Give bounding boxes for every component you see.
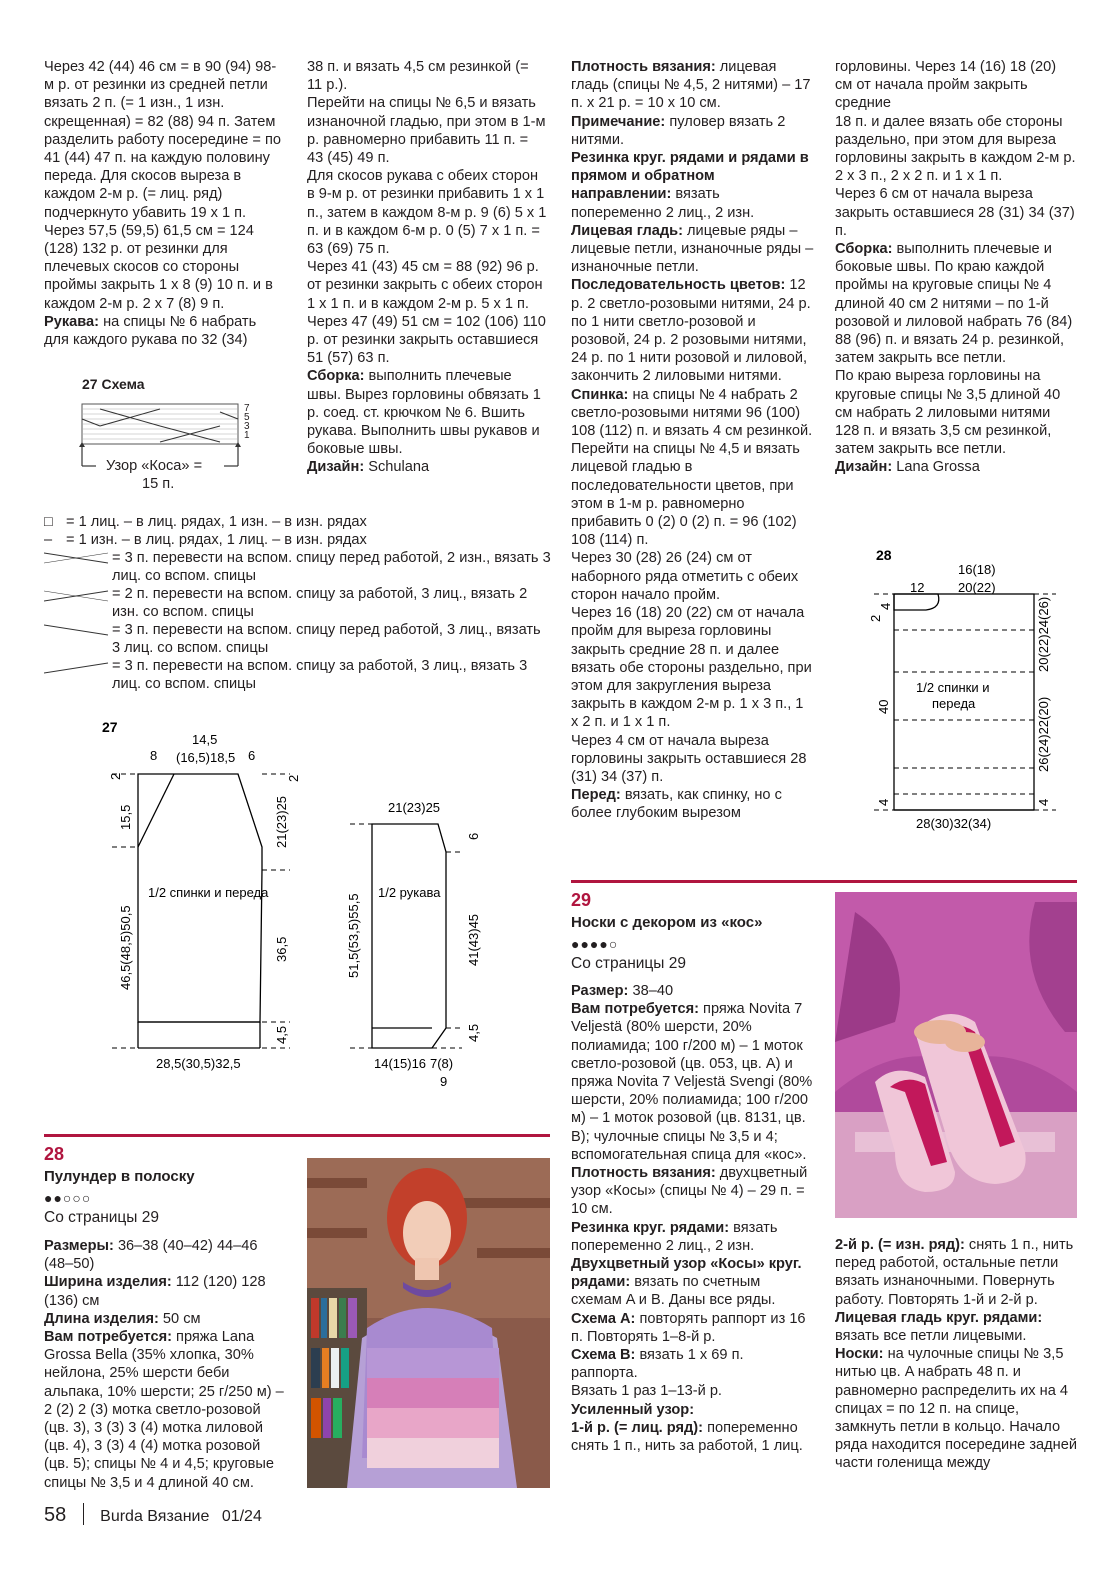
paragraph-heading: Резинка круг. рядами и рядами в прямом и обратном направлении: xyxy=(571,150,809,203)
section-29-bar xyxy=(571,880,1077,883)
paragraph-text: попеременно снять 1 п., нить за работой, 1 лиц. xyxy=(571,1419,803,1455)
paragraph xyxy=(835,367,1077,458)
paragraph xyxy=(571,1310,814,1346)
scheme-caption-2: 15 п. xyxy=(142,476,175,492)
svg-text:4: 4 xyxy=(1036,798,1051,806)
paragraph-heading: Лицевая гладь круг. рядами: xyxy=(835,1309,1043,1326)
paragraph xyxy=(571,732,814,787)
paragraph xyxy=(571,549,814,604)
paragraph xyxy=(307,167,547,258)
scheme-rows: 7 5 3 1 xyxy=(244,403,250,441)
paragraph xyxy=(571,386,814,441)
paragraph xyxy=(571,604,814,731)
paragraph-text: 112 (120) 128 (136) см xyxy=(44,1274,266,1309)
paragraph xyxy=(835,1345,1077,1472)
svg-text:14(15)16: 14(15)16 xyxy=(374,1056,427,1071)
paragraph xyxy=(44,313,282,349)
paragraph-heading: Сборка: xyxy=(307,368,365,385)
paragraph-text: горловины. Через 14 (16) 18 (20) см от начала пройм закрыть средние xyxy=(835,59,1057,112)
svg-text:4,5: 4,5 xyxy=(274,1025,289,1044)
paragraph-text: 50 см xyxy=(158,1310,201,1327)
paragraph xyxy=(44,1310,288,1328)
diagram-28 xyxy=(866,542,1066,832)
paragraph-text: пряжа Lana Grossa Bella (35% хлопка, 30% нейлона, 25% шерсти беби альпака, 10% шерсти; 25 г/250 м) – 2 (2) 2 (3) мотка светло-розовой (цв. 3), 3 (3) 3 (4) мотка лиловой (цв. 4), 3 (3) 4 (4) мотка розовой (цв. 5); спицы № 4 и 4,5; круговые спицы № 3,5 и 4 длиной 40 см. xyxy=(44,1329,284,1491)
paragraph xyxy=(835,185,1077,240)
paragraph-text: Через 41 (43) 45 см = 88 (92) 96 р. от резинки закрыть с обеих сторон 1 х 1 п. и в каждом 2-м р. 5 х 1 п. xyxy=(307,259,543,312)
paragraph-heading: Спинка: xyxy=(571,386,629,403)
paragraph-heading: Ширина изделия: xyxy=(44,1274,172,1291)
paragraph-heading: 2-й р. (= изн. ряд): xyxy=(835,1237,965,1253)
difficulty-dots-29: ●●●●○ xyxy=(571,936,619,952)
legend-row-5: = 3 п. перевести на вспом. спицу перед работой, 3 лиц., вязать 3 лиц. со вспом. спицы xyxy=(112,622,541,657)
section-28-from: Со страницы 29 xyxy=(44,1209,159,1226)
paragraph-text: вязать попеременно 2 лиц., 2 изн. xyxy=(571,1219,778,1254)
purl-symbol: – xyxy=(44,532,53,548)
paragraph xyxy=(571,1219,814,1255)
paragraph-text: выполнить плечевые швы. Вырез горловины обвязать 1 р. соед. ст. крючком № 6. Вшить рукава. Выполнить швы рукавов и боковые швы. xyxy=(307,368,541,458)
magazine-name: Burda Вязание xyxy=(100,1508,210,1525)
paragraph xyxy=(571,1164,814,1219)
paragraph-heading: Сборка: xyxy=(835,241,893,258)
svg-text:2: 2 xyxy=(108,772,123,780)
paragraph-text: Через 4 см от начала выреза горловины закрыть оставшиеся 28 (31) 34 (37) п. xyxy=(571,732,807,785)
svg-text:1/2 спинки и: 1/2 спинки и xyxy=(916,680,990,695)
paragraph-text: Через 16 (18) 20 (22) см от начала пройм для выреза горловины закрыть средние 28 п. и далее вязать обе стороны раздельно, при этом для закругления выреза закрыть в каждом 2-м р. 1 х 3 п., 1 х 2 п. и 1 х 1 п. xyxy=(571,605,812,731)
paragraph xyxy=(307,367,547,458)
paragraph-heading: Перед: xyxy=(571,787,621,804)
svg-text:6: 6 xyxy=(248,748,256,763)
svg-text:41(43)45: 41(43)45 xyxy=(466,913,481,966)
paragraph-text: лицевые ряды – лицевые петли, изнаночные ряды – изнаночные петли. xyxy=(571,222,814,276)
socks-photo xyxy=(835,892,1077,1218)
diagram-27 xyxy=(90,712,590,1092)
vest-photo-image xyxy=(307,1158,550,1488)
paragraph xyxy=(835,240,1077,367)
paragraph-heading: Примечание: xyxy=(571,113,666,130)
svg-text:26(24)22(20): 26(24)22(20) xyxy=(1036,696,1051,772)
paragraph xyxy=(835,1236,1077,1309)
section-29-text-2 xyxy=(835,1236,1077,1473)
paragraph xyxy=(571,1401,814,1419)
paragraph-heading: Плотность вязания: xyxy=(571,59,716,75)
paragraph-text: 18 п. и далее вязать обе стороны раздельно, при этом для выреза горловины закрыть в каждом 2-м р. 2 х 3 п., 2 х 2 п. и 1 х 1 п. xyxy=(835,113,1076,185)
paragraph-text: пряжа Novita 7 Veljestä (80% шерсти, 20% полиамида; 100 г/200 м) – 1 моток светло-розовой (цв. 053, цв. A) и пряжа Novita 7 Veljestä Svengi (80% шерсти, 20% полиамида; 100 г/200 м) – 1 моток розовой (цв. 8131, цв. B); чулочные спицы № 3,5 и 4; вспомогательная спица для «кос». xyxy=(571,1001,813,1163)
paragraph-text: Перейти на спицы № 6,5 и вязать изнаночной гладью, при этом в 1-м р. равномерно прибавить 11 п. = 43 (45) 49 п. xyxy=(307,95,546,167)
svg-text:4,5: 4,5 xyxy=(466,1023,481,1042)
paragraph-text: на спицы № 4 набрать 2 светло-розовыми нитями 96 (100) 108 (112) п. и вязать 4 см резинкой. xyxy=(571,386,813,440)
paragraph-heading: Усиленный узор: xyxy=(571,1401,695,1418)
paragraph-heading: Схема B: xyxy=(571,1347,636,1364)
paragraph-text: лицевая гладь (спицы № 4,5, 2 нитями) – 17 п. х 21 р. = 10 х 10 см. xyxy=(571,59,811,112)
paragraph xyxy=(307,58,547,94)
paragraph xyxy=(571,1419,814,1455)
svg-text:21(23)25: 21(23)25 xyxy=(274,795,289,848)
svg-text:4: 4 xyxy=(878,602,893,610)
paragraph-text: вязать попеременно 2 лиц., 2 изн. xyxy=(571,186,755,221)
section-29-title: Носки с декором из «кос» xyxy=(571,914,763,931)
paragraph xyxy=(571,113,814,149)
svg-text:36,5: 36,5 xyxy=(274,936,289,962)
difficulty-dots: ●●○○○ xyxy=(44,1190,92,1206)
paragraph-text: снять 1 п., нить перед работой, остальные петли вязать изнаночными. Повернуть работу. Повторять 1-й и 2-й р. xyxy=(835,1237,1074,1308)
paragraph-text: 38–40 xyxy=(628,983,674,999)
svg-text:(16,5)18,5: (16,5)18,5 xyxy=(176,750,236,765)
legend-row-2: – = 1 изн. – в лиц. рядах, 1 лиц. – в изн. рядах xyxy=(44,532,367,548)
scheme-27 xyxy=(70,374,270,494)
svg-text:20(22): 20(22) xyxy=(958,580,996,595)
svg-text:2: 2 xyxy=(868,614,883,622)
paragraph xyxy=(571,1382,814,1400)
paragraph-text: выполнить плечевые и боковые швы. По краю каждой проймы на круговые спицы № 4 длиной 40 см 2 нитями – по 1-й розовой и лиловой набрать 76 (84) 88 (96) п. и вязать 24 р. резинкой, затем закрыть все петли. xyxy=(835,241,1073,367)
paragraph xyxy=(44,1237,288,1273)
paragraph-text: вязать, как спинку, но с более глубоким вырезом xyxy=(571,787,782,822)
svg-text:46,5(48,5)50,5: 46,5(48,5)50,5 xyxy=(118,905,133,990)
svg-text:2: 2 xyxy=(286,774,301,782)
paragraph xyxy=(571,982,814,1000)
paragraph-heading: Длина изделия: xyxy=(44,1310,159,1327)
section-29-from: Со страницы 29 xyxy=(571,955,686,972)
svg-text:28,5(30,5)32,5: 28,5(30,5)32,5 xyxy=(156,1056,241,1071)
legend xyxy=(44,513,554,693)
paragraph-heading: Плотность вязания: xyxy=(571,1165,716,1182)
svg-text:15,5: 15,5 xyxy=(118,804,133,830)
paragraph xyxy=(571,1346,814,1382)
svg-text:1/2 спинки и переда: 1/2 спинки и переда xyxy=(148,885,269,900)
svg-text:28: 28 xyxy=(876,547,892,563)
svg-text:7(8): 7(8) xyxy=(430,1056,454,1071)
svg-text:14,5: 14,5 xyxy=(192,732,218,747)
section-28-text xyxy=(44,1237,288,1492)
section-28-number: 28 xyxy=(44,1144,65,1164)
paragraph xyxy=(571,222,814,277)
paragraph-heading: Дизайн: xyxy=(307,459,365,476)
svg-text:1/2 рукава: 1/2 рукава xyxy=(378,885,441,900)
paragraph-text: вязать 1 х 69 п. раппорта. xyxy=(571,1347,744,1382)
paragraph-heading: Размер: xyxy=(571,983,629,999)
section-29-text xyxy=(571,982,814,1455)
paragraph xyxy=(571,276,814,385)
page-number: 58 xyxy=(44,1504,67,1526)
paragraph-text: 38 п. и вязать 4,5 см резинкой (= 11 р.). xyxy=(307,59,529,94)
svg-text:21(23)25: 21(23)25 xyxy=(388,800,441,815)
diagram-num: 27 xyxy=(102,719,118,735)
legend-row-6: = 3 п. перевести на вспом. спицу за работой, 3 лиц., вязать 3 лиц. со вспом. спицы xyxy=(112,658,528,693)
paragraph-text: Schulana xyxy=(364,459,430,476)
svg-text:4: 4 xyxy=(876,798,891,806)
paragraph xyxy=(571,58,814,113)
legend-row-4: = 2 п. перевести на вспом. спицу за работой, 3 лиц., вязать 2 изн. со вспом. спицы xyxy=(112,586,528,621)
paragraph-heading: Вам потребуется: xyxy=(571,1001,699,1018)
paragraph-text: вязать по счетным схемам A и B. Даны все ряды. xyxy=(571,1274,776,1309)
svg-text:40: 40 xyxy=(876,699,891,714)
paragraph-text: Через 6 см от начала выреза закрыть оставшиеся 28 (31) 34 (37) п. xyxy=(835,186,1075,239)
paragraph xyxy=(835,113,1077,186)
paragraph xyxy=(307,94,547,167)
footer-divider xyxy=(83,1503,84,1525)
svg-text:16(18): 16(18) xyxy=(958,562,996,577)
paragraph-text: на чулочные спицы № 3,5 нитью цв. A набрать 48 п. и равномерно распределить их на 4 спицах = по 12 п. на спице, замкнуть петли в кольцо. Начало ряда находится посередине задней части голенища между xyxy=(835,1346,1077,1472)
cable-symbols xyxy=(44,543,114,703)
paragraph-heading: Размеры: xyxy=(44,1238,114,1254)
column-4-top xyxy=(835,58,1077,477)
paragraph-heading: Схема A: xyxy=(571,1310,636,1327)
svg-text:переда: переда xyxy=(932,696,976,711)
paragraph-heading: Вам потребуется: xyxy=(44,1329,172,1346)
paragraph xyxy=(571,149,814,222)
knit-symbol: □ xyxy=(44,514,53,530)
paragraph-text: пуловер вязать 2 нитями. xyxy=(571,113,786,148)
paragraph-text: на спицы № 6 набрать для каждого рукава по 32 (34) xyxy=(44,313,257,349)
paragraph-heading: Двухцветный узор «Косы» круг. рядами: xyxy=(571,1256,802,1291)
paragraph xyxy=(44,58,282,313)
legend-row-1: □ = 1 лиц. – в лиц. рядах, 1 изн. – в изн. рядах xyxy=(44,514,367,530)
paragraph xyxy=(44,1328,288,1492)
paragraph xyxy=(835,458,1077,476)
paragraph xyxy=(571,1255,814,1310)
paragraph-heading: Носки: xyxy=(835,1346,884,1363)
section-29-number: 29 xyxy=(571,890,592,910)
column-3-top xyxy=(571,58,814,823)
paragraph-text: двухцветный узор «Косы» (спицы № 4) – 29 п. = 10 см. xyxy=(571,1165,808,1218)
svg-text:8: 8 xyxy=(150,748,158,763)
paragraph-text: Вязать 1 раз 1–13-й р. xyxy=(571,1383,722,1400)
section-28-title: Пулундер в полоску xyxy=(44,1168,195,1185)
paragraph-heading: Резинка круг. рядами: xyxy=(571,1219,730,1236)
issue-number: 01/24 xyxy=(221,1508,262,1525)
paragraph-text: Lana Grossa xyxy=(892,459,980,476)
paragraph-text: Для скосов рукава с обеих сторон в 9-м р. от резинки прибавить 1 х 1 п., затем в каждом 8-м р. 9 (6) 5 х 1 п. и в каждом 6-м р. 0 (5) 7 х 1 п. = 63 (69) 75 п. xyxy=(307,168,547,258)
footer xyxy=(44,1503,262,1527)
paragraph-text: Через 47 (49) 51 см = 102 (106) 110 р. от резинки закрыть оставшиеся 51 (57) 63 п. xyxy=(307,313,546,367)
paragraph xyxy=(571,440,814,549)
scheme-caption: Узор «Коса» = xyxy=(106,458,203,474)
paragraph-heading: 1-й р. (= лиц. ряд): xyxy=(571,1419,704,1436)
svg-text:9: 9 xyxy=(440,1074,448,1089)
paragraph-heading: Рукава: xyxy=(44,313,100,330)
paragraph xyxy=(835,1309,1077,1345)
paragraph xyxy=(571,1000,814,1164)
socks-photo-image xyxy=(835,892,1077,1218)
svg-text:28(30)32(34): 28(30)32(34) xyxy=(916,816,992,831)
paragraph xyxy=(307,258,547,313)
paragraph-text: 12 р. 2 светло-розовыми нитями, 24 р. по 1 нити светло-розовой и розовой, 24 р. 2 розовыми нитями, 24 р. по 1 нити розовой и лиловой, закончить 2 лиловыми нитями. xyxy=(571,277,811,385)
section-28-bar xyxy=(44,1134,550,1137)
paragraph xyxy=(571,786,814,822)
paragraph-text: Через 30 (28) 26 (24) см от наборного ряда отметить с обеих сторон начало пройм. xyxy=(571,550,799,603)
paragraph xyxy=(44,1273,288,1309)
vest-photo xyxy=(307,1158,550,1488)
paragraph-text: повторять раппорт из 16 п. Повторять 1–8-й р. xyxy=(571,1310,806,1345)
paragraph-heading: Лицевая гладь: xyxy=(571,222,683,239)
paragraph-heading: Дизайн: xyxy=(835,459,893,476)
paragraph xyxy=(307,313,547,368)
paragraph xyxy=(307,458,547,476)
paragraph-text: Перейти на спицы № 4,5 и вязать лицевой гладью в последовательности цветов, при этом в 1-м р. равномерно прибавить 0 (2) 0 (2) п. = 96 (102) 108 (114) п. xyxy=(571,441,800,549)
svg-text:51,5(53,5)55,5: 51,5(53,5)55,5 xyxy=(346,893,361,978)
svg-text:12: 12 xyxy=(910,580,925,595)
column-1-top xyxy=(44,58,282,349)
svg-text:20(22)24(26): 20(22)24(26) xyxy=(1036,596,1051,672)
scheme-title: 27 Схема xyxy=(82,376,145,392)
paragraph-text: Через 42 (44) 46 см = в 90 (94) 98-м р. от резинки из средней петли вязать 2 п. (= 1 изн., 1 изн. скрещенная) = 82 (88) 94 п. Затем разделить работу посередине = по 41 (44) 47 п. на каждую половину переда. Для скосов выреза в каждом 2-м р. (= лиц. ряд) подчеркнуто убавить 19 х 1 п. Через 57,5 (59,5) 61,5 см = 124 (128) 132 р. от резинки для плечевых скосов со стороны проймы закрыть 1 х 8 (9) 10 п. и в каждом 2-м р. 2 х 7 (8) 9 п. xyxy=(44,59,282,312)
paragraph-text: вязать все петли лицевыми. xyxy=(835,1328,1027,1345)
svg-text:6: 6 xyxy=(466,832,481,840)
paragraph-text: По краю выреза горловины на круговые спицы № 3,5 длиной 40 см набрать 2 лиловыми нитями 128 п. и вязать 3,5 см резинкой, затем закрыть все петли. xyxy=(835,368,1061,458)
legend-row-3: = 3 п. перевести на вспом. спицу перед работой, 2 изн., вязать 3 лиц. со вспом. спицы xyxy=(112,550,551,585)
paragraph-heading: Последовательность цветов: xyxy=(571,277,786,294)
column-2-top xyxy=(307,58,547,477)
paragraph xyxy=(835,58,1077,113)
paragraph-text: 36–38 (40–42) 44–46 (48–50) xyxy=(44,1238,258,1273)
